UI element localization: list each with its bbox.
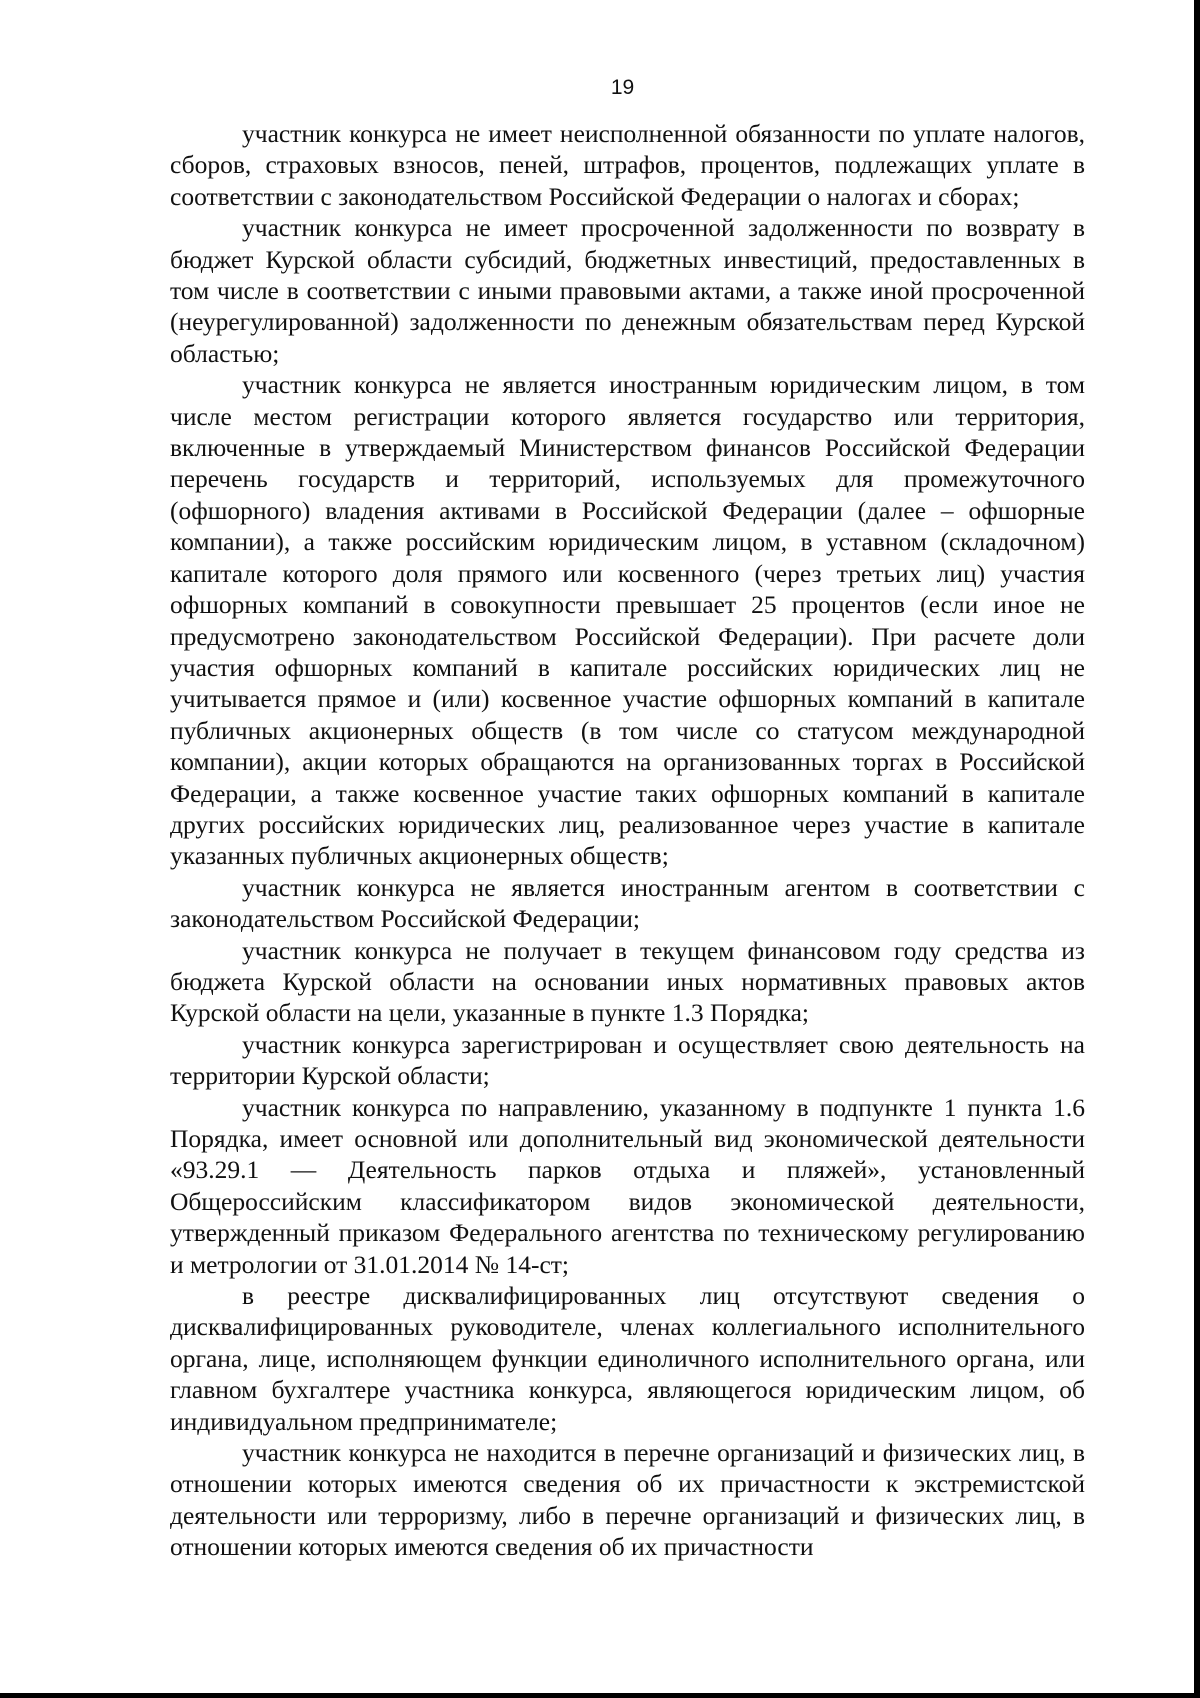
page-number: 19 xyxy=(610,76,635,99)
paragraph-registration: участник конкурса зарегистрирован и осуществляет свою деятельность на территории Курской области; xyxy=(170,1029,1085,1091)
scan-border-bottom xyxy=(0,1693,1200,1698)
paragraph-tax-obligations: участник конкурса не имеет неисполненной обязанности по уплате налогов, сборов, страховых взносов, пеней, штрафов, процентов, подлежащих уплате в соответствии с законодательством Российской Федерации о налогах и сборах; xyxy=(170,119,1085,211)
scan-border-right xyxy=(1194,0,1200,1698)
paragraph-offshore-companies: участник конкурса не является иностранным юридическим лицом, в том числе местом регистрации которого является государство или территория, включенные в утверждаемый Министерством финансов Российской Федерации перечень государств и территорий, используемых для промежуточного (офшорного) владения активами в Российской Федерации (далее – офшорные компании), а также российским юридическим лицом, в уставном (складочном) капитале которого доля прямого или косвенного (через третьих лиц) участия офшорных компаний в совокупности превышает 25 процентов (если иное не предусмотрено законодательством Российской Федерации). При расчете доли участия офшорных компаний в капитале российских юридических лиц не учитывается прямое и (или) косвенное участие офшорных компаний в капитале публичных акционерных обществ (в том числе со статусом международной компании), акции которых обращаются на организованных торгах в Российской Федерации, а также косвенное участие таких офшорных компаний в капитале других российских юридических лиц, реализованное через участие в капитале указанных публичных акционерных обществ; xyxy=(170,370,1085,871)
paragraph-no-other-funds: участник конкурса не получает в текущем финансовом году средства из бюджета Курской области на основании иных нормативных правовых актов Курской области на цели, указанные в пункте 1.3 Порядка; xyxy=(170,935,1085,1028)
document-body xyxy=(170,118,1085,1563)
paragraph-economic-activity: участник конкурса по направлению, указанному в подпункте 1 пункта 1.6 Порядка, имеет основной или дополнительный вид экономической деятельности «93.29.1 — Деятельность парков отдыха и пляжей», установленный Общероссийским классификатором видов экономической деятельности, утвержденный приказом Федерального агентства по техническому регулированию и метрологии от 31.01.2014 № 14-ст; xyxy=(170,1092,1085,1279)
paragraph-extremism-list: участник конкурса не находится в перечне организаций и физических лиц, в отношении которых имеются сведения об их причастности к экстремистской деятельности или терроризму, либо в перечне организаций и физических лиц, в отношении которых имеются сведения об их причастности xyxy=(170,1438,1085,1562)
paragraph-disqualified-persons: в реестре дисквалифицированных лиц отсутствуют сведения о дисквалифицированных руководителе, членах коллегиального исполнительного органа, лице, исполняющем функции единоличного исполнительного органа, или главном бухгалтере участника конкурса, являющегося юридическим лицом, об индивидуальном предпринимателе; xyxy=(170,1281,1085,1436)
paragraph-foreign-agent: участник конкурса не является иностранным агентом в соответствии с законодательством Российской Федерации; xyxy=(170,872,1085,934)
paragraph-overdue-debt: участник конкурса не имеет просроченной задолженности по возврату в бюджет Курской области субсидий, бюджетных инвестиций, предоставленных в том числе в соответствии с иными правовыми актами, а также иной просроченной (неурегулированной) задолженности по денежным обязательствам перед Курской областью; xyxy=(170,213,1085,368)
